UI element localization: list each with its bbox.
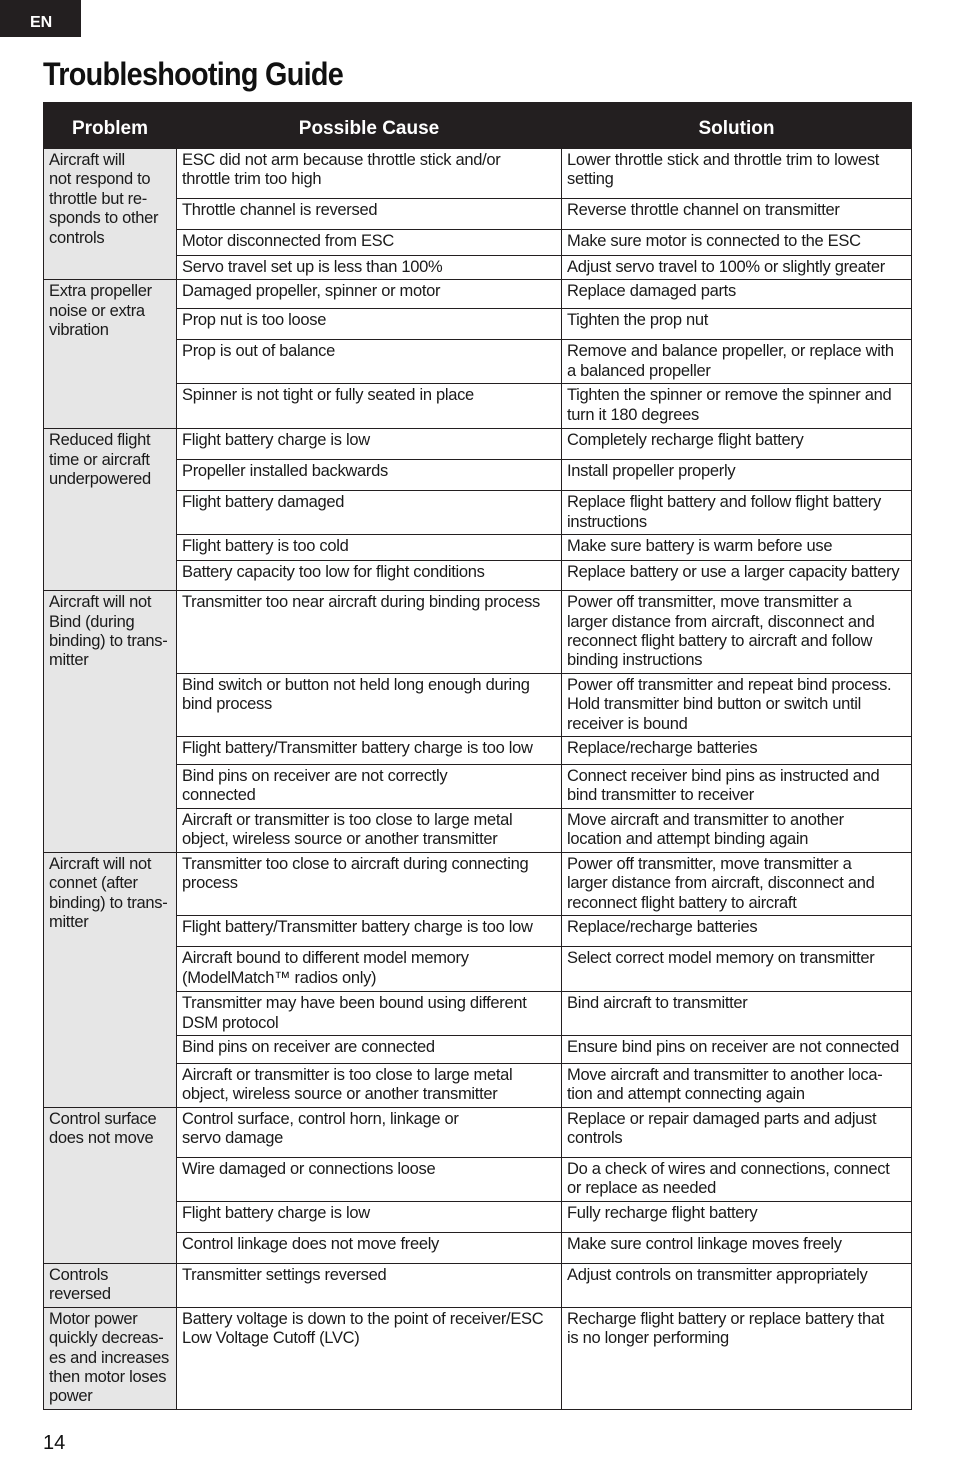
cause-cell: Transmitter too near aircraft during binding process (177, 591, 562, 674)
solution-cell: Replace/recharge batteries (562, 916, 912, 947)
problem-cell: Control surface does not move (44, 1107, 177, 1263)
cause-cell: Propeller installed backwards (177, 460, 562, 491)
solution-cell: Fully recharge flight battery (562, 1201, 912, 1232)
cause-cell: Bind switch or button not held long enough during bind process (177, 673, 562, 736)
cause-cell: Wire damaged or connections loose (177, 1157, 562, 1201)
cause-cell: Transmitter too close to aircraft during connecting process (177, 852, 562, 915)
cause-cell: Servo travel set up is less than 100% (177, 256, 562, 280)
cause-cell: Aircraft bound to different model memory (ModelMatch™ radios only) (177, 947, 562, 992)
solution-cell: Make sure control linkage moves freely (562, 1232, 912, 1263)
solution-cell: Make sure battery is warm before use (562, 535, 912, 561)
cause-cell: Flight battery/Transmitter battery charge is too low (177, 737, 562, 765)
solution-cell: Power off transmitter and repeat bind process. Hold transmitter bind button or switch until receiver is bound (562, 673, 912, 736)
solution-cell: Do a check of wires and connections, connect or replace as needed (562, 1157, 912, 1201)
troubleshooting-table (43, 102, 912, 1410)
cause-cell: Motor disconnected from ESC (177, 230, 562, 256)
language-tab: EN (0, 0, 81, 37)
solution-cell: Ensure bind pins on receiver are not connected (562, 1035, 912, 1063)
table-row (44, 149, 912, 199)
cause-cell: Battery capacity too low for flight conditions (177, 561, 562, 591)
solution-cell: Power off transmitter, move transmitter a larger distance from aircraft, disconnect and reconnect flight battery to aircraft (562, 852, 912, 915)
solution-cell: Lower throttle stick and throttle trim to lowest setting (562, 149, 912, 199)
page-title: Troubleshooting Guide (43, 56, 344, 92)
problem-cell: Aircraft will not respond to throttle but re- sponds to other controls (44, 149, 177, 280)
cause-cell: Flight battery is too cold (177, 535, 562, 561)
table-body (44, 149, 912, 1410)
solution-cell: Completely recharge flight battery (562, 429, 912, 460)
cause-cell: Bind pins on receiver are not correctly connected (177, 765, 562, 809)
problem-cell: Aircraft will not connet (after binding) to trans- mitter (44, 852, 177, 1107)
cause-cell: ESC did not arm because throttle stick and/or throttle trim too high (177, 149, 562, 199)
solution-cell: Recharge flight battery or replace battery that is no longer performing (562, 1307, 912, 1409)
problem-cell: Motor power quickly decreas- es and increases then motor loses power (44, 1307, 177, 1409)
cause-cell: Prop is out of balance (177, 340, 562, 384)
problem-cell: Reduced flight time or aircraft underpowered (44, 429, 177, 591)
problem-cell: Aircraft will not Bind (during binding) to trans- mitter (44, 591, 177, 853)
cause-cell: Flight battery charge is low (177, 1201, 562, 1232)
solution-cell: Tighten the prop nut (562, 309, 912, 340)
cause-cell: Flight battery damaged (177, 491, 562, 535)
table-row (44, 429, 912, 460)
cause-cell: Aircraft or transmitter is too close to large metal object, wireless source or another transmitter (177, 808, 562, 852)
header-solution: Solution (562, 103, 912, 149)
cause-cell: Transmitter settings reversed (177, 1263, 562, 1307)
cause-cell: Transmitter may have been bound using different DSM protocol (177, 992, 562, 1036)
table-header-row (44, 103, 912, 149)
cause-cell: Flight battery/Transmitter battery charge is too low (177, 916, 562, 947)
problem-cell: Extra propeller noise or extra vibration (44, 280, 177, 429)
table-row (44, 1263, 912, 1307)
solution-cell: Replace/recharge batteries (562, 737, 912, 765)
solution-cell: Reverse throttle channel on transmitter (562, 199, 912, 230)
table-row (44, 591, 912, 674)
problem-cell: Controls reversed (44, 1263, 177, 1307)
solution-cell: Replace battery or use a larger capacity battery (562, 561, 912, 591)
solution-cell: Bind aircraft to transmitter (562, 992, 912, 1036)
table-row (44, 1107, 912, 1157)
solution-cell: Make sure motor is connected to the ESC (562, 230, 912, 256)
solution-cell: Power off transmitter, move transmitter a larger distance from aircraft, disconnect and reconnect flight battery to aircraft and follow binding instructions (562, 591, 912, 674)
cause-cell: Prop nut is too loose (177, 309, 562, 340)
header-possible-cause: Possible Cause (177, 103, 562, 149)
solution-cell: Remove and balance propeller, or replace with a balanced propeller (562, 340, 912, 384)
cause-cell: Battery voltage is down to the point of receiver/ESC Low Voltage Cutoff (LVC) (177, 1307, 562, 1409)
cause-cell: Spinner is not tight or fully seated in place (177, 384, 562, 429)
solution-cell: Replace or repair damaged parts and adjust controls (562, 1107, 912, 1157)
solution-cell: Connect receiver bind pins as instructed and bind transmitter to receiver (562, 765, 912, 809)
solution-cell: Install propeller properly (562, 460, 912, 491)
table-row (44, 852, 912, 915)
cause-cell: Damaged propeller, spinner or motor (177, 280, 562, 309)
header-problem: Problem (44, 103, 177, 149)
cause-cell: Control linkage does not move freely (177, 1232, 562, 1263)
solution-cell: Tighten the spinner or remove the spinner and turn it 180 degrees (562, 384, 912, 429)
cause-cell: Throttle channel is reversed (177, 199, 562, 230)
solution-cell: Adjust controls on transmitter appropriately (562, 1263, 912, 1307)
cause-cell: Flight battery charge is low (177, 429, 562, 460)
cause-cell: Control surface, control horn, linkage or servo damage (177, 1107, 562, 1157)
table-row (44, 1307, 912, 1409)
cause-cell: Aircraft or transmitter is too close to large metal object, wireless source or another transmitter (177, 1063, 562, 1107)
solution-cell: Replace damaged parts (562, 280, 912, 309)
solution-cell: Replace flight battery and follow flight battery instructions (562, 491, 912, 535)
solution-cell: Adjust servo travel to 100% or slightly greater (562, 256, 912, 280)
solution-cell: Select correct model memory on transmitter (562, 947, 912, 992)
cause-cell: Bind pins on receiver are connected (177, 1035, 562, 1063)
page-number: 14 (43, 1432, 66, 1454)
table-row (44, 280, 912, 309)
solution-cell: Move aircraft and transmitter to another loca- tion and attempt connecting again (562, 1063, 912, 1107)
solution-cell: Move aircraft and transmitter to another location and attempt binding again (562, 808, 912, 852)
